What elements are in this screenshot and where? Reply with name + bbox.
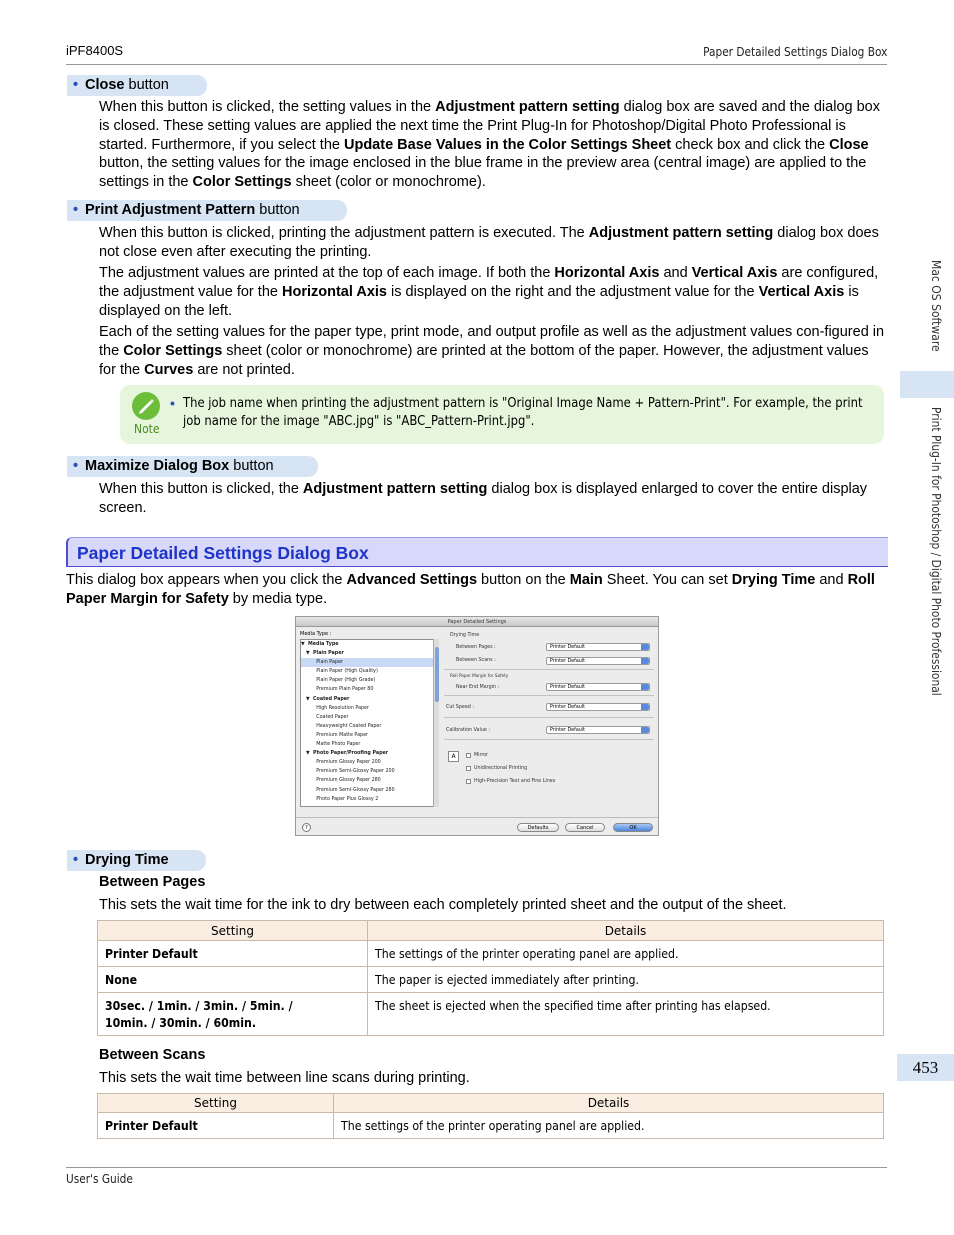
dialog-divider	[444, 739, 654, 740]
close-button-label: • Close button	[67, 75, 207, 96]
page-number: 453	[897, 1054, 954, 1081]
setting-cell: None	[105, 972, 138, 987]
calibration-label: Calibration Value :	[446, 728, 490, 733]
footer-rule	[66, 1167, 887, 1168]
side-tab-print-plugin: Print Plug-In for Photoshop / Digital Photo Professional	[929, 407, 943, 696]
media-tree-item[interactable]: Plain Paper	[301, 658, 437, 667]
between-pages-label: Between Pages :	[456, 645, 496, 650]
section-intro: This dialog box appears when you click the Advanced Settings button on the Main Sheet. You can set Drying Time and Roll Paper Margin for Safety by media type.	[66, 572, 875, 607]
between-scans-heading: Between Scans	[99, 1047, 206, 1063]
table-header-details: Details	[368, 921, 884, 941]
print-description-1: When this button is clicked, printing the adjustment pattern is executed. The Adjustment pattern setting dialog box does not close even after executing the printing.	[99, 225, 879, 260]
section-heading	[66, 537, 888, 567]
drying-time-label: • Drying Time	[67, 850, 206, 871]
print-description-3: Each of the setting values for the paper type, print mode, and output profile as well as the adjustment values con-figured in the Color Settings sheet (color or monochrome) are printed at the bottom of the paper. However, the adjustment values for the Curves are not printed.	[99, 324, 885, 378]
media-tree-item[interactable]: Matte Photo Paper	[301, 742, 361, 748]
details-cell: The paper is ejected immediately after printing.	[375, 972, 639, 987]
media-tree-item[interactable]: Premium Semi-Glossy Paper 200	[301, 769, 395, 775]
unidirectional-label: Unidirectional Printing	[474, 766, 528, 771]
ok-button[interactable]: OK	[613, 823, 653, 832]
table-header-setting: Setting	[98, 1094, 334, 1113]
near-end-label: Near End Margin :	[456, 685, 500, 690]
table-header-setting: Setting	[98, 921, 368, 941]
maximize-description: When this button is clicked, the Adjustment pattern setting dialog box is displayed enlarged to cover the entire display screen.	[99, 481, 868, 516]
media-tree-item[interactable]: Premium Semi-Glossy Paper 280	[301, 787, 395, 793]
table-row	[98, 967, 884, 993]
cancel-button[interactable]: Cancel	[565, 823, 605, 832]
between-pages-select[interactable]: Printer Default	[546, 643, 650, 651]
media-type-tree[interactable]	[300, 639, 438, 807]
media-tree-item[interactable]: ▼ Media Type	[301, 642, 339, 647]
media-tree-item[interactable]: Premium Plain Paper 80	[301, 687, 374, 693]
media-type-label: Media Type :	[300, 631, 332, 637]
roll-margin-group: Roll Paper Margin for Safety	[450, 673, 509, 678]
header-model: iPF8400S	[66, 43, 124, 58]
note-text: The job name when printing the adjustment pattern is "Original Image Name + Pattern-Print". For example, the print job name for the image "ABC.jpg" is "ABC_Pattern-Print.jpg".	[183, 395, 863, 429]
side-tab-highlight	[900, 371, 954, 398]
defaults-button[interactable]: Defaults	[517, 823, 559, 832]
media-tree-item[interactable]: Heavyweight Coated Paper	[301, 723, 382, 729]
mirror-checkbox[interactable]	[466, 753, 471, 758]
table-row	[98, 993, 884, 1036]
print-description-2: The adjustment values are printed at the top of each image. If both the Horizontal Axis and Vertical Axis are configured, the adjustment value for the Horizontal Axis is displayed on the right and the adjustment value for the Vertical Axis is displayed on the left.	[99, 265, 879, 319]
media-tree-item[interactable]: High Resolution Paper	[301, 705, 369, 711]
footer-text: User's Guide	[66, 1172, 133, 1186]
header-rule	[66, 64, 887, 65]
near-end-select[interactable]: Printer Default	[546, 683, 650, 691]
note-bullet: •	[170, 395, 175, 411]
dialog-divider	[444, 717, 654, 718]
details-cell: The sheet is ejected when the specified time after printing has elapsed.	[375, 998, 771, 1013]
high-precision-label: High-Precision Text and Fine Lines	[474, 779, 556, 784]
media-tree-item[interactable]: ▼ Plain Paper	[301, 651, 344, 657]
pencil-icon	[132, 392, 160, 420]
calibration-select[interactable]: Printer Default	[546, 726, 650, 734]
table-row	[98, 1113, 884, 1139]
between-scans-select[interactable]: Printer Default	[546, 657, 650, 665]
cut-speed-label: Cut Speed :	[446, 705, 474, 710]
between-pages-heading: Between Pages	[99, 874, 206, 890]
print-adjustment-label: • Print Adjustment Pattern button	[67, 200, 347, 221]
drying-time-group: Drying Time	[450, 633, 480, 638]
dialog-divider	[444, 695, 654, 696]
between-scans-table	[97, 1093, 884, 1139]
media-tree-scrollbar[interactable]	[433, 639, 439, 807]
maximize-dialog-label: • Maximize Dialog Box button	[67, 456, 318, 477]
media-tree-item[interactable]: Premium Matte Paper	[301, 732, 369, 738]
table-header-details: Details	[334, 1094, 884, 1113]
close-description: When this button is clicked, the setting values in the Adjustment pattern setting dialog box are saved and the dialog box is closed. These setting values are applied the next time the Print Plug-In for Photoshop/Digital Photo Professional is started. Furthermore, if you select the Update Base Values in the Color Settings Sheet check box and click the Close button, the setting values for the image enclosed in the blue frame in the preview area (central image) are applied to the settings in the Color Settings sheet (color or monochrome).	[99, 99, 880, 191]
setting-cell: Printer Default	[105, 1118, 198, 1133]
table-row	[98, 941, 884, 967]
media-tree-item[interactable]: Plain Paper (High Grade)	[301, 678, 376, 684]
dialog-footer-divider	[296, 817, 658, 818]
between-scans-description: This sets the wait time between line scans during printing.	[99, 1070, 470, 1086]
media-tree-item[interactable]: ▼ Coated Paper	[301, 696, 350, 702]
details-cell: The settings of the printer operating panel are applied.	[341, 1118, 645, 1133]
media-tree-item[interactable]: Premium Glossy Paper 200	[301, 760, 381, 766]
media-tree-item[interactable]: Premium Glossy Paper 280	[301, 778, 381, 784]
media-tree-item[interactable]: Plain Paper (High Quality)	[301, 669, 378, 675]
between-pages-description: This sets the wait time for the ink to dry between each completely printed sheet and the output of the sheet.	[99, 897, 787, 913]
between-scans-label: Between Scans :	[456, 658, 496, 663]
media-tree-item[interactable]: Coated Paper	[301, 714, 349, 720]
note-label: Note	[134, 422, 160, 436]
header-section: Paper Detailed Settings Dialog Box	[702, 45, 887, 59]
mirror-label: Mirror	[474, 753, 489, 758]
dialog-divider	[444, 669, 654, 670]
side-tab-mac-os-software: Mac OS Software	[929, 260, 943, 352]
mirror-preview-icon: A	[448, 751, 459, 762]
media-tree-item[interactable]: ▼ Photo Paper/Proofing Paper	[301, 751, 389, 757]
high-precision-checkbox[interactable]	[466, 779, 471, 784]
details-cell: The settings of the printer operating panel are applied.	[375, 946, 679, 961]
between-pages-table	[97, 920, 884, 1036]
unidirectional-checkbox[interactable]	[466, 766, 471, 771]
section-title: Paper Detailed Settings Dialog Box	[77, 543, 369, 563]
help-button[interactable]: ?	[302, 823, 311, 832]
dialog-title: Paper Detailed Settings	[296, 617, 658, 627]
setting-cell: 30sec. / 1min. / 3min. / 5min. / 10min. / 30min. / 60min.	[105, 998, 293, 1030]
cut-speed-select[interactable]: Printer Default	[546, 703, 650, 711]
paper-detailed-settings-dialog	[295, 616, 659, 836]
media-tree-item[interactable]: Photo Paper Plus Glossy 2	[301, 796, 379, 802]
setting-cell: Printer Default	[105, 946, 198, 961]
